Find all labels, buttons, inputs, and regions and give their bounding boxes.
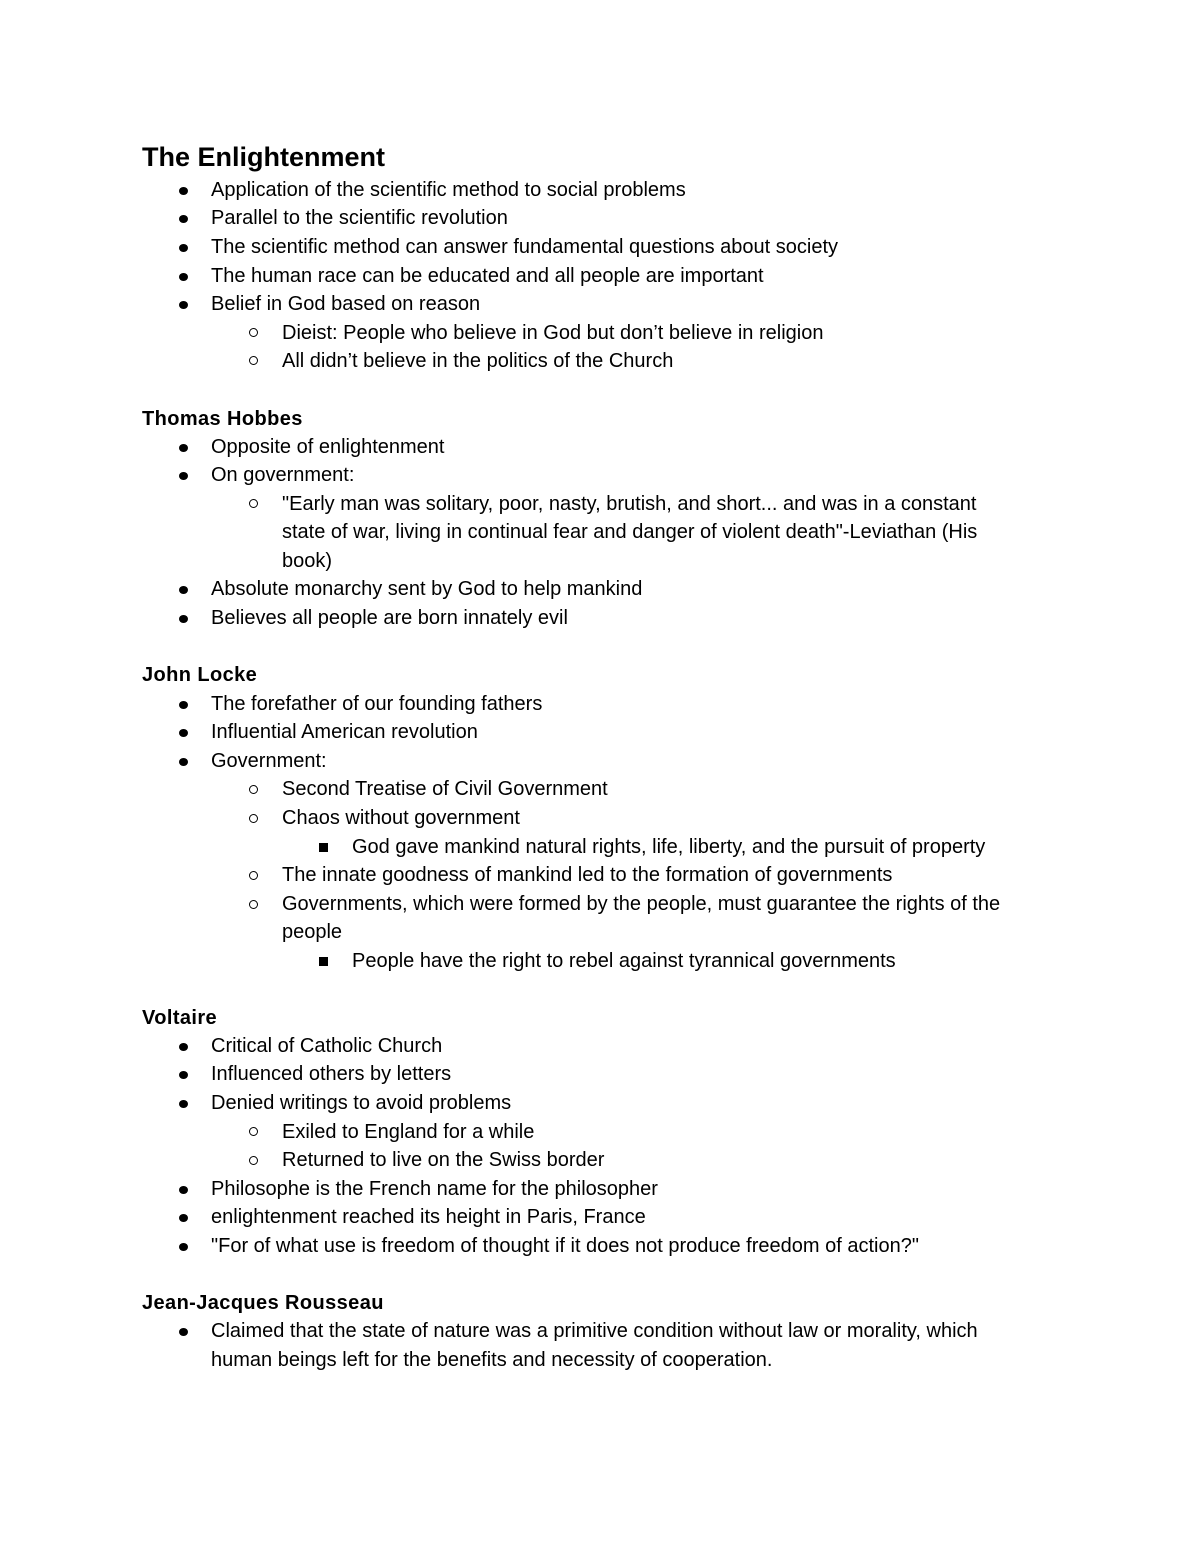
list-item: Opposite of enlightenment: [211, 436, 445, 458]
list-item: Absolute monarchy sent by God to help mankind: [211, 578, 643, 600]
list-item: "Early man was solitary, poor, nasty, brutish, and short... and was in a constant: [282, 493, 977, 515]
list-item: "For of what use is freedom of thought if it does not produce freedom of action?": [211, 1235, 919, 1257]
hollow-bullet-icon: [249, 814, 258, 823]
filled-bullet-icon: [179, 1071, 188, 1079]
filled-bullet-icon: [179, 729, 188, 737]
hollow-bullet-icon: [249, 328, 258, 337]
filled-bullet-icon: [179, 758, 188, 766]
filled-bullet-icon: [179, 187, 188, 195]
list-item: Second Treatise of Civil Government: [282, 778, 608, 800]
page-title: The Enlightenment: [142, 142, 385, 172]
list-item: Influential American revolution: [211, 721, 478, 743]
square-bullet-icon: [319, 957, 328, 966]
filled-bullet-icon: [179, 615, 188, 623]
list-item: The human race can be educated and all people are important: [211, 265, 764, 287]
filled-bullet-icon: [179, 1243, 188, 1251]
list-item: God gave mankind natural rights, life, liberty, and the pursuit of property: [352, 836, 986, 858]
filled-bullet-icon: [179, 472, 188, 480]
list-item: The innate goodness of mankind led to the formation of governments: [282, 864, 893, 886]
list-item: Exiled to England for a while: [282, 1121, 535, 1143]
list-item: Returned to live on the Swiss border: [282, 1149, 605, 1171]
list-item: The forefather of our founding fathers: [211, 693, 543, 715]
list-item: Chaos without government: [282, 807, 520, 829]
section-heading-voltaire: Voltaire: [142, 1007, 218, 1029]
list-item: Philosophe is the French name for the philosopher: [211, 1178, 658, 1200]
filled-bullet-icon: [179, 215, 188, 223]
hollow-bullet-icon: [249, 900, 258, 909]
filled-bullet-icon: [179, 586, 188, 594]
list-item-continuation: people: [282, 921, 343, 943]
list-item: Application of the scientific method to social problems: [211, 179, 686, 201]
hollow-bullet-icon: [249, 1127, 258, 1136]
list-item-continuation: human beings left for the benefits and necessity of cooperation.: [211, 1349, 773, 1371]
section-heading-hobbes: Thomas Hobbes: [142, 408, 303, 430]
list-item: enlightenment reached its height in Paris, France: [211, 1206, 646, 1228]
list-item-continuation: book): [282, 550, 333, 572]
filled-bullet-icon: [179, 244, 188, 252]
filled-bullet-icon: [179, 701, 188, 709]
section-heading-rousseau: Jean-Jacques Rousseau: [142, 1292, 384, 1314]
hollow-bullet-icon: [249, 499, 258, 508]
list-item: Dieist: People who believe in God but don’t believe in religion: [282, 322, 824, 344]
filled-bullet-icon: [179, 1186, 188, 1194]
list-item: All didn’t believe in the politics of the Church: [282, 350, 674, 372]
filled-bullet-icon: [179, 301, 188, 309]
filled-bullet-icon: [179, 273, 188, 281]
hollow-bullet-icon: [249, 785, 258, 794]
list-item: Denied writings to avoid problems: [211, 1092, 512, 1114]
filled-bullet-icon: [179, 1100, 188, 1108]
list-item: Parallel to the scientific revolution: [211, 207, 508, 229]
list-item: On government:: [211, 464, 355, 486]
list-item: Government:: [211, 750, 327, 772]
filled-bullet-icon: [179, 1043, 188, 1051]
list-item: Believes all people are born innately evil: [211, 607, 568, 629]
hollow-bullet-icon: [249, 871, 258, 880]
list-item-continuation: state of war, living in continual fear and danger of violent death"-Leviathan (His: [282, 521, 978, 543]
filled-bullet-icon: [179, 1328, 188, 1336]
section-heading-locke: John Locke: [142, 664, 258, 686]
list-item: Claimed that the state of nature was a primitive condition without law or morality, which: [211, 1320, 978, 1342]
filled-bullet-icon: [179, 1214, 188, 1222]
square-bullet-icon: [319, 843, 328, 852]
hollow-bullet-icon: [249, 1156, 258, 1165]
filled-bullet-icon: [179, 444, 188, 452]
hollow-bullet-icon: [249, 356, 258, 365]
list-item: Belief in God based on reason: [211, 293, 481, 315]
list-item: Influenced others by letters: [211, 1063, 452, 1085]
list-item: Critical of Catholic Church: [211, 1035, 443, 1057]
list-item: Governments, which were formed by the people, must guarantee the rights of the: [282, 893, 1001, 915]
list-item: The scientific method can answer fundamental questions about society: [211, 236, 839, 258]
list-item: People have the right to rebel against tyrannical governments: [352, 950, 896, 972]
